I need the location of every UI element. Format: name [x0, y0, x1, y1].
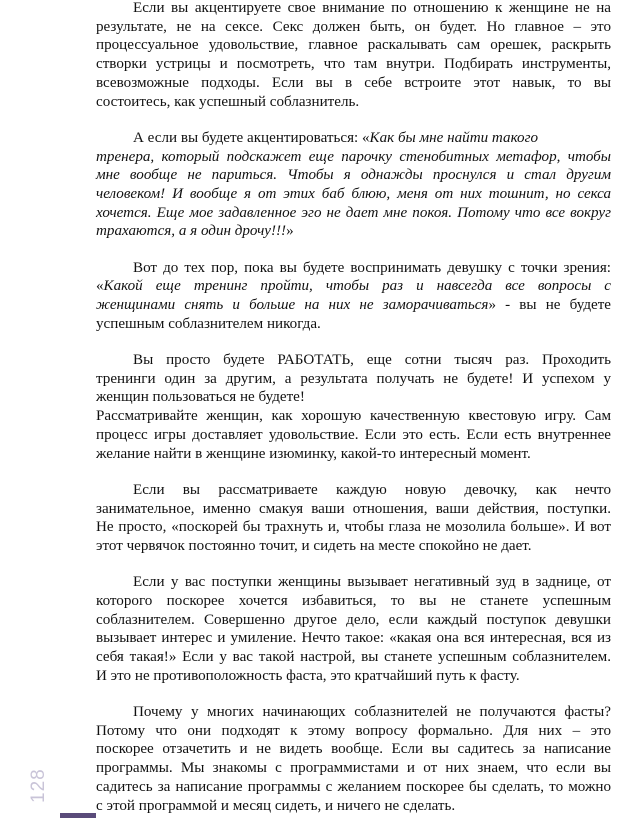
text-line: вызывает интерес и умиление. Нечто такое: «какая она вся интересная, вся из — [96, 630, 611, 647]
italic-run: Как бы мне найти такого — [369, 129, 539, 146]
text-line: процессуальное удовольствие, главное раскалывать сам орешек, раскрыть — [96, 37, 611, 54]
paragraph-2 — [96, 129, 611, 241]
text-line: Если у вас поступки женщины вызывает негативный зуд в заднице, от — [133, 574, 611, 591]
text-line — [96, 277, 611, 296]
text-line: процесс игры доставляет удовольствие. Если это есть. Если есть внутреннее — [96, 426, 611, 443]
text-line: Если вы акцентируете свое внимание по отношению к женщине не на — [133, 0, 611, 16]
text-line: Рассматривайте женщин, как хорошую качественную квестовую игру. Сам — [96, 408, 611, 425]
footer-accent-bar — [60, 813, 96, 818]
text-line: поскорее отзачетить и не видеть вообще. Если вы садитесь за написание — [96, 741, 611, 758]
text-line: Потому что они подходят к этому вопросу формально. Для них – это — [96, 722, 611, 739]
text-line: Не просто, «поскорей бы трахнуть и, чтобы глаза не мозолила больше». И вот — [96, 519, 611, 536]
text-line — [96, 222, 611, 241]
text-line: Вот до тех пор, пока вы будете воспринимать девушку с точки зрения: — [133, 259, 611, 276]
text-line: женщин пользоваться не будете! — [96, 389, 305, 406]
text-line — [96, 129, 611, 148]
italic-line: тренера, который подскажет еще парочку стенобитных метафор, чтобы — [96, 148, 611, 165]
italic-run: Какой еще тренинг пройти, чтобы раз и навсегда все вопросы с — [103, 278, 611, 295]
paragraph-3 — [96, 259, 611, 334]
italic-line: мне вообще не париться. Чтобы я однажды проснулся и стал другим — [96, 167, 611, 184]
text-run: » — [286, 223, 294, 240]
text-line: желание найти в женщине изюминку, какой-то интересный момент. — [96, 445, 531, 462]
text-line: программы. Мы знакомы с программистами и от них знаем, что если вы — [96, 760, 611, 777]
italic-line: хочется. Еще мое задавленное эго не дает мне покоя. Потому что все вокруг — [96, 204, 611, 221]
text-line: себя такая!» Если у вас такой настрой, вы станете успешным соблазнителем. — [96, 649, 611, 666]
text-line: соблазнителем. Совершенно другое дело, если каждый поступок девушки — [96, 611, 611, 628]
text-line: Если вы рассматриваете каждую новую девочку, как нечто — [133, 481, 611, 498]
text-run: « — [96, 278, 104, 295]
paragraph-6 — [96, 481, 611, 556]
text-line: с этой программой и месяц сидеть, и ничего не сделать. — [96, 797, 456, 814]
text-line: всевозможные подходы. Если вы в себе встроите этот навык, то вы — [96, 74, 611, 91]
text-line: занимательное, именно смакуя ваши отношения, ваши действия, поступки. — [96, 500, 611, 517]
text-line: Почему у многих начинающих соблазнителей не получаются фасты? — [133, 704, 611, 721]
paragraph-5 — [96, 407, 611, 463]
text-line: И это не противоположность фаста, это кратчайший путь к фасту. — [96, 667, 520, 684]
text-line: тренинги один за другим, а результата получать не будете! И успехом у — [96, 370, 611, 387]
text-line: результате, не на сексе. Секс должен быть, он будет. Но главное – это — [96, 18, 611, 35]
page-number: 128 — [28, 768, 49, 803]
italic-run: трахаются, а я один дрочу!!! — [96, 223, 287, 240]
text-line: садитесь за написание программы с желанием поскорее бы сделать, то можно — [96, 778, 611, 795]
text-run: А если вы будете акцентироваться: « — [133, 129, 370, 146]
italic-line: человеком! И вообще я от этих баб блюю, меня от них тошнит, но секса — [96, 185, 611, 202]
text-line: состоитесь, как успешный соблазнитель. — [96, 93, 360, 110]
text-run: » - вы не будете — [488, 297, 611, 314]
paragraph-7 — [96, 573, 611, 685]
paragraph-8 — [96, 703, 611, 815]
text-line: успешным соблазнителем никогда. — [96, 315, 321, 332]
paragraph-4 — [96, 351, 611, 407]
text-line: створки устрицы и посмотреть, что там внутри. Подбирать инструменты, — [96, 56, 611, 73]
italic-run: женщинами снять и больше на них не заморачиваться — [96, 297, 489, 314]
text-line — [96, 296, 611, 315]
text-line: которого поскорее хочется избавиться, то вы не станете успешным — [96, 592, 611, 609]
text-line: Вы просто будете РАБОТАТЬ, еще сотни тысяч раз. Проходить — [133, 352, 611, 369]
paragraph-1 — [96, 0, 611, 111]
text-line: этот червячок постоянно точит, и сидеть на месте спокойно не дает. — [96, 537, 532, 554]
page-body — [96, 0, 611, 833]
